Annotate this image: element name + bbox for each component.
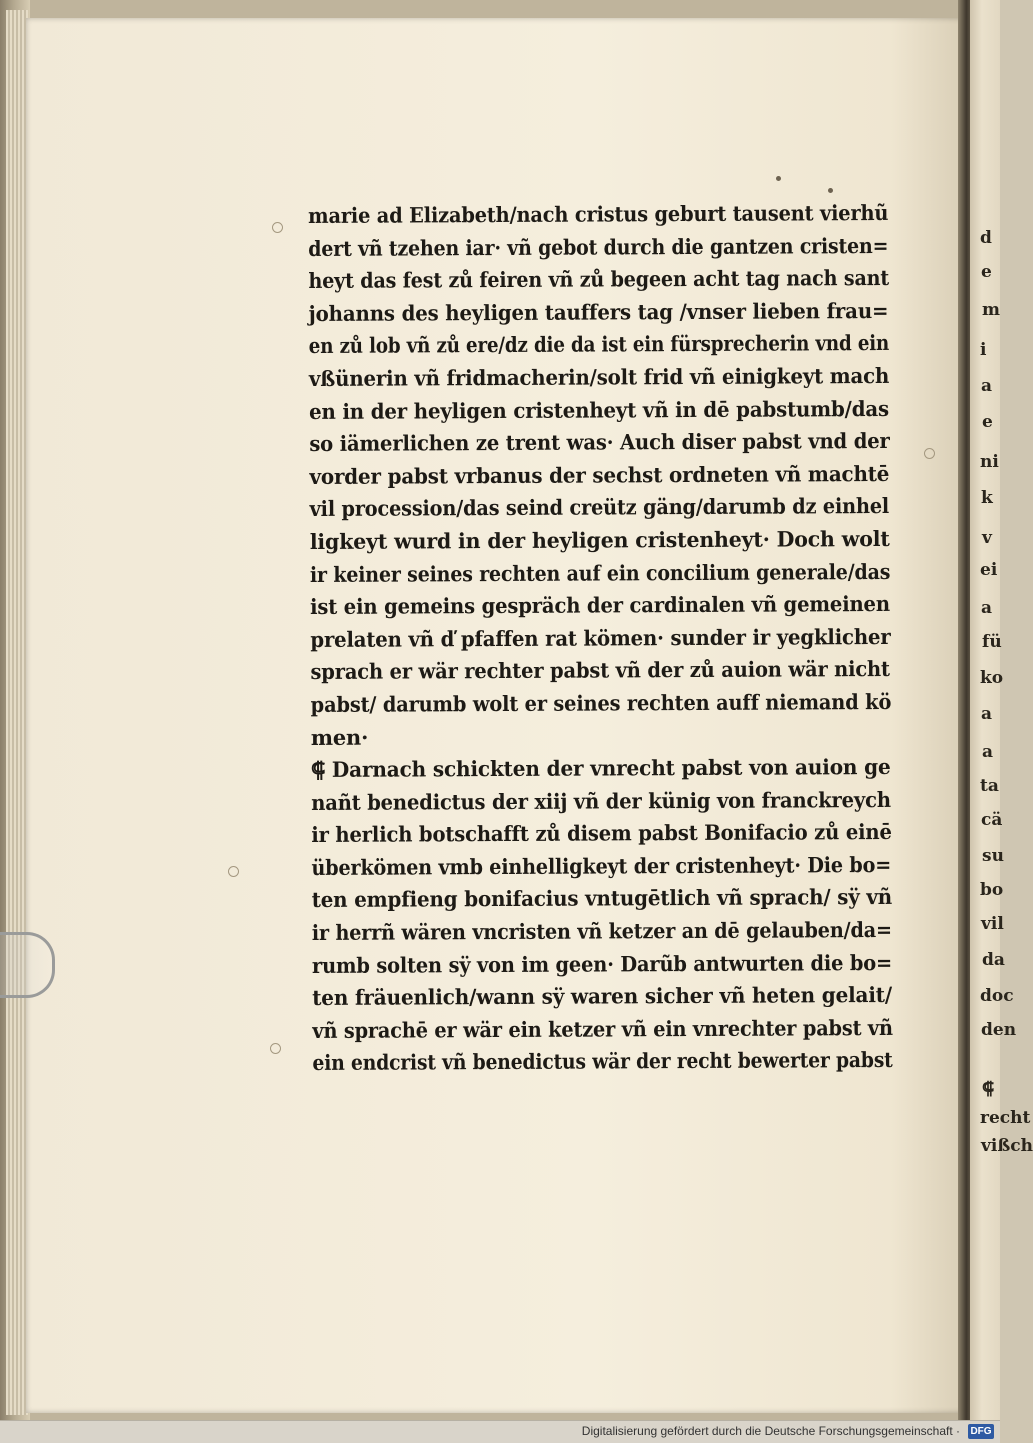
adjacent-page-fragment: den bbox=[981, 1020, 1017, 1040]
text-line: nañt benedictus der xiij vñ der künig von franckreych bbox=[311, 786, 891, 815]
adjacent-page-fragment: doc bbox=[980, 986, 1014, 1006]
text-line: vorder pabst vrbanus der sechst ordneten vñ machtē bbox=[309, 460, 890, 489]
page-mark bbox=[776, 176, 781, 181]
text-line: sprach er wär rechter pabst vñ der zů auion wär nicht bbox=[310, 656, 890, 685]
adjacent-page-fragment: da bbox=[982, 950, 1005, 970]
page-mark bbox=[924, 448, 935, 459]
adjacent-page-fragment: a bbox=[981, 704, 993, 724]
text-line: dert vñ tzehen iar· vñ gebot durch die gantzen cristen= bbox=[308, 232, 889, 261]
text-line: pabst/ darumb wolt er seines rechten auff niemand kö bbox=[310, 688, 892, 717]
text-line: vßünerin vñ fridmacherin/solt frid vñ einigkeyt mach bbox=[308, 362, 890, 391]
adjacent-page-fragment: m bbox=[982, 300, 1000, 320]
page-mark bbox=[270, 1043, 281, 1054]
adjacent-page-fragment: ni bbox=[980, 452, 999, 472]
text-line: en zů lob vñ zů ere/dz die da ist ein fürsprecherin vnd ein bbox=[308, 330, 890, 359]
adjacent-page-fragment: ⸿ bbox=[982, 1079, 995, 1099]
adjacent-page-fragment: e bbox=[982, 412, 993, 432]
adjacent-page-fragment: ei bbox=[980, 560, 998, 580]
adjacent-page-fragment: v bbox=[982, 528, 992, 548]
adjacent-page-fragment: d bbox=[980, 228, 992, 248]
funding-credit: Digitalisierung gefördert durch die Deutsche Forschungsgemeinschaft · bbox=[581, 1424, 960, 1438]
adjacent-page-fragment: cä bbox=[981, 810, 1003, 830]
page-mark bbox=[828, 188, 833, 193]
page-text-block bbox=[308, 197, 893, 1080]
page-stack-edge bbox=[6, 10, 28, 1415]
text-line: ir keiner seines rechten auf ein concilium generale/das bbox=[309, 558, 891, 587]
page-mark bbox=[272, 222, 283, 233]
text-line: heyt das fest zů feiren vñ zů begeen acht tag nach sant bbox=[308, 265, 890, 294]
text-line: ir herrñ wären vncristen vñ ketzer an dē gelauben/da= bbox=[311, 917, 892, 946]
adjacent-page-fragment: i bbox=[980, 340, 987, 360]
text-line: ten empfieng bonifacius vntugētlich vñ sprach/ sÿ vñ bbox=[311, 884, 893, 913]
adjacent-page-fragment: su bbox=[982, 846, 1004, 866]
text-line: ten fräuenlich/wann sÿ waren sicher vñ heten gelait/ bbox=[312, 982, 892, 1011]
text-line: johanns des heyligen tauffers tag /vnser lieben frau= bbox=[308, 297, 889, 326]
text-line: überkömen vmb einhelligkeyt der cristenheyt· Die bo= bbox=[311, 851, 892, 880]
adjacent-page-fragment: recht bbox=[980, 1108, 1031, 1128]
adjacent-page-fragment: fü bbox=[982, 632, 1002, 652]
adjacent-page-fragment: ta bbox=[980, 776, 999, 796]
adjacent-page-fragment: a bbox=[981, 598, 993, 618]
footer-bar bbox=[0, 1420, 1000, 1443]
adjacent-page-fragment: a bbox=[982, 742, 994, 762]
text-line: vil procession/das seind creütz gäng/darumb dz einhel bbox=[309, 493, 890, 522]
text-line: rumb solten sÿ von im geen· Darũb antwurten die bo= bbox=[311, 949, 893, 978]
text-line: marie ad Elizabeth/nach cristus geburt tausent vierhũ bbox=[308, 199, 889, 228]
text-line: so iämerlichen ze trent was· Auch diser pabst vnd der bbox=[309, 428, 890, 457]
text-line: ist ein gemeins gespräch der cardinalen vñ gemeinen bbox=[310, 591, 890, 620]
text-line: vñ sprachē er wär ein ketzer vñ ein vnrechter pabst vñ bbox=[312, 1014, 893, 1043]
adjacent-page-fragment: vil bbox=[981, 914, 1004, 934]
adjacent-page-fragment: vißch bbox=[981, 1136, 1033, 1156]
adjacent-page-fragment: ko bbox=[980, 668, 1004, 688]
text-line: ⸿ Darnach schickten der vnrecht pabst von auion ge bbox=[310, 754, 891, 783]
text-line: ir herlich botschafft zů disem pabst Bonifacio zů einē bbox=[311, 819, 892, 848]
text-line: en in der heyligen cristenheyt vñ in dē pabstumb/das bbox=[309, 395, 890, 424]
adjacent-page-fragment: a bbox=[981, 376, 993, 396]
text-line: prelaten vñ ď pfaffen rat kömen· sunder ir yegklicher bbox=[310, 623, 891, 652]
text-line: ligkeyt wurd in der heyligen cristenheyt· Doch wolt bbox=[309, 525, 890, 554]
text-line: men· bbox=[310, 724, 369, 750]
dfg-logo: DFG bbox=[968, 1424, 994, 1439]
adjacent-page-fragment: bo bbox=[980, 880, 1004, 900]
page-clip bbox=[0, 932, 55, 998]
adjacent-page-fragment: e bbox=[981, 262, 992, 282]
adjacent-page-fragment: k bbox=[981, 488, 993, 508]
page-mark bbox=[228, 866, 239, 877]
text-line: ein endcrist vñ benedictus wär der recht bewerter pabst bbox=[312, 1047, 893, 1076]
